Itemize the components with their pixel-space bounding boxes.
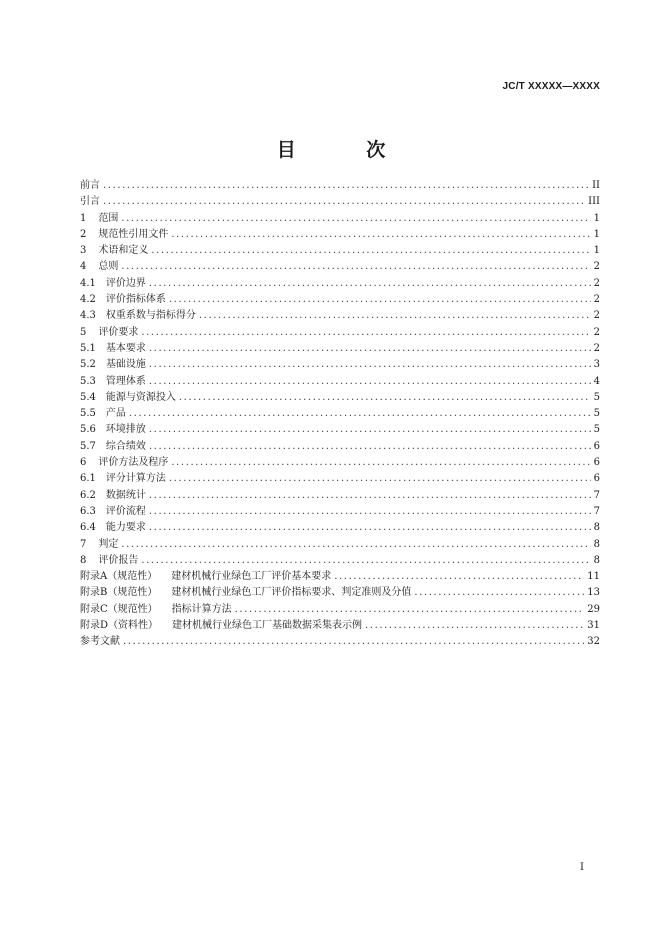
toc-entry-title: 参考文献 <box>80 636 120 648</box>
toc-entry-number: 6.3 <box>80 505 96 517</box>
toc-entry-title: 综合绩效 <box>105 440 146 452</box>
toc-entry[interactable] <box>80 308 600 324</box>
toc-entry[interactable] <box>80 374 600 390</box>
toc-entry[interactable] <box>80 390 600 406</box>
toc-leader-dots <box>149 341 591 357</box>
toc-title: 目 次 <box>276 139 418 161</box>
toc-leader-dots <box>149 504 591 520</box>
toc-leader-dots <box>149 520 591 536</box>
toc-entry[interactable] <box>80 357 600 373</box>
toc-entry-number: 6.2 <box>80 489 96 501</box>
toc-leader-dots <box>169 292 591 308</box>
toc-entry-title: 前言 <box>80 180 100 191</box>
toc-entry-page: 8 <box>593 554 600 566</box>
toc-entry-number: 附录B（规范性） <box>80 587 158 599</box>
toc-entry-page: 29 <box>587 603 600 615</box>
toc-entry-page: 11 <box>587 571 600 583</box>
toc-entry-page: 5 <box>593 408 600 420</box>
toc-entry-number: 5 <box>80 326 87 338</box>
toc-list <box>80 178 600 651</box>
toc-entry-page: 1 <box>593 228 600 240</box>
toc-entry-page: 7 <box>593 489 600 501</box>
toc-entry-title: 评分计算方法 <box>105 473 166 485</box>
toc-entry[interactable] <box>80 520 600 536</box>
toc-entry-title: 判定 <box>98 538 119 550</box>
toc-entry-page: 2 <box>593 277 600 289</box>
toc-entry[interactable] <box>80 259 600 275</box>
toc-leader-dots <box>149 439 591 455</box>
toc-leader-dots <box>149 374 591 390</box>
toc-entry-page: 2 <box>593 326 600 338</box>
toc-leader-dots <box>103 194 585 210</box>
toc-entry[interactable] <box>80 227 600 243</box>
toc-entry-number: 附录C（规范性） <box>80 603 158 615</box>
toc-entry-number: 2 <box>80 228 87 240</box>
toc-entry-title: 建材机械行业绿色工厂评价基本要求 <box>171 571 332 583</box>
toc-entry[interactable] <box>80 602 600 618</box>
toc-entry-number: 7 <box>80 538 87 550</box>
toc-entry-page: 4 <box>593 375 600 387</box>
toc-leader-dots <box>169 471 591 487</box>
toc-entry-page: II <box>592 180 600 191</box>
toc-leader-dots <box>171 455 590 471</box>
toc-entry-title: 能源与资源投入 <box>105 391 176 403</box>
toc-entry-number: 3 <box>80 245 87 257</box>
toc-entry-page: 6 <box>593 440 600 452</box>
toc-entry[interactable] <box>80 194 600 210</box>
toc-entry-title: 建材机械行业绿色工厂基础数据采集表示例 <box>172 620 363 632</box>
toc-leader-dots <box>149 357 591 373</box>
toc-leader-dots <box>121 537 590 553</box>
toc-entry-title: 产品 <box>105 408 126 420</box>
toc-entry-number: 6 <box>80 457 87 469</box>
toc-leader-dots <box>179 390 591 406</box>
document-code: JC/T XXXXX—XXXX <box>502 81 600 92</box>
toc-entry[interactable] <box>80 243 600 259</box>
toc-entry-title: 基本要求 <box>105 342 146 354</box>
toc-entry-page: 5 <box>593 424 600 436</box>
toc-leader-dots <box>121 259 590 275</box>
toc-entry[interactable] <box>80 553 600 569</box>
toc-entry-title: 评价流程 <box>105 505 146 517</box>
toc-entry[interactable] <box>80 276 600 292</box>
toc-entry[interactable] <box>80 537 600 553</box>
toc-entry-page: 1 <box>593 212 600 224</box>
toc-entry[interactable] <box>80 504 600 520</box>
toc-entry-page: 1 <box>593 245 600 257</box>
toc-entry-number: 5.5 <box>80 408 96 420</box>
toc-entry-page: 5 <box>593 391 600 403</box>
toc-entry-number: 5.2 <box>80 359 96 371</box>
toc-entry-number: 4.2 <box>80 294 96 306</box>
toc-entry-page: 32 <box>587 636 600 648</box>
toc-entry[interactable] <box>80 178 600 194</box>
toc-entry-number: 5.3 <box>80 375 96 387</box>
toc-entry-number: 5.1 <box>80 342 96 354</box>
toc-entry[interactable] <box>80 341 600 357</box>
toc-leader-dots <box>199 308 591 324</box>
toc-entry-title: 环境排放 <box>105 424 146 436</box>
toc-entry[interactable] <box>80 618 600 634</box>
page-number: I <box>580 862 584 873</box>
toc-entry-title: 评价方法及程序 <box>98 457 169 469</box>
toc-entry-number: 8 <box>80 554 87 566</box>
toc-entry-title: 规范性引用文件 <box>98 228 169 240</box>
toc-entry-number: 6.1 <box>80 473 96 485</box>
toc-entry-title: 总则 <box>98 261 119 273</box>
toc-entry[interactable] <box>80 471 600 487</box>
toc-entry[interactable] <box>80 634 600 650</box>
toc-leader-dots <box>149 422 591 438</box>
toc-entry-title: 范围 <box>98 212 119 224</box>
toc-entry-number: 4.3 <box>80 310 96 322</box>
toc-leader-dots <box>414 585 584 601</box>
toc-entry-number: 附录D（资料性） <box>80 620 159 632</box>
toc-leader-dots <box>121 211 590 227</box>
toc-entry-page: 6 <box>593 457 600 469</box>
toc-entry-title: 数据统计 <box>105 489 146 501</box>
toc-leader-dots <box>123 634 584 650</box>
toc-entry-page: 8 <box>593 522 600 534</box>
toc-entry-title: 引言 <box>80 196 100 208</box>
toc-entry-title: 权重系数与指标得分 <box>105 310 196 322</box>
toc-entry[interactable] <box>80 569 600 585</box>
toc-entry-page: 2 <box>593 294 600 306</box>
toc-entry-title: 指标计算方法 <box>171 603 232 615</box>
toc-leader-dots <box>151 243 590 259</box>
toc-entry-page: 13 <box>587 587 600 599</box>
toc-leader-dots <box>149 276 591 292</box>
toc-leader-dots <box>365 618 584 634</box>
toc-entry-title: 基础设施 <box>105 359 146 371</box>
toc-entry-number: 5.6 <box>80 424 96 436</box>
toc-entry-page: 7 <box>593 505 600 517</box>
toc-entry-number: 附录A（规范性） <box>80 571 158 583</box>
toc-entry-page: 6 <box>593 473 600 485</box>
toc-entry[interactable] <box>80 211 600 227</box>
toc-entry-page: III <box>588 196 600 208</box>
toc-entry[interactable] <box>80 439 600 455</box>
toc-leader-dots <box>129 406 591 422</box>
toc-entry-page: 2 <box>593 342 600 354</box>
toc-entry-page: 3 <box>593 359 600 371</box>
toc-entry-page: 2 <box>593 261 600 273</box>
toc-entry-number: 4.1 <box>80 277 96 289</box>
toc-entry-page: 2 <box>593 310 600 322</box>
toc-entry[interactable] <box>80 455 600 471</box>
toc-entry-title: 术语和定义 <box>98 245 149 257</box>
toc-entry-number: 5.7 <box>80 440 96 452</box>
toc-entry-title: 建材机械行业绿色工厂评价指标要求、判定准则及分值 <box>171 587 412 599</box>
toc-entry-title: 评价边界 <box>105 277 146 289</box>
toc-leader-dots <box>103 178 589 194</box>
toc-leader-dots <box>141 325 590 341</box>
toc-entry-title: 能力要求 <box>105 522 146 534</box>
toc-entry-number: 1 <box>80 212 87 224</box>
toc-entry-page: 31 <box>587 620 600 632</box>
toc-entry-number: 6.4 <box>80 522 96 534</box>
toc-entry[interactable] <box>80 406 600 422</box>
toc-entry[interactable] <box>80 325 600 341</box>
toc-leader-dots <box>141 553 590 569</box>
toc-entry-title: 管理体系 <box>105 375 146 387</box>
toc-entry-title: 评价指标体系 <box>105 294 166 306</box>
toc-leader-dots <box>334 569 584 585</box>
toc-entry[interactable] <box>80 422 600 438</box>
toc-leader-dots <box>235 602 585 618</box>
toc-entry-number: 5.4 <box>80 391 96 403</box>
toc-entry-page: 8 <box>593 538 600 550</box>
toc-leader-dots <box>171 227 590 243</box>
toc-entry-number: 4 <box>80 261 87 273</box>
toc-entry-title: 评价报告 <box>98 554 139 566</box>
toc-entry[interactable] <box>80 292 600 308</box>
toc-entry-title: 评价要求 <box>98 326 139 338</box>
toc-entry[interactable] <box>80 585 600 601</box>
toc-entry[interactable] <box>80 488 600 504</box>
toc-leader-dots <box>149 488 591 504</box>
